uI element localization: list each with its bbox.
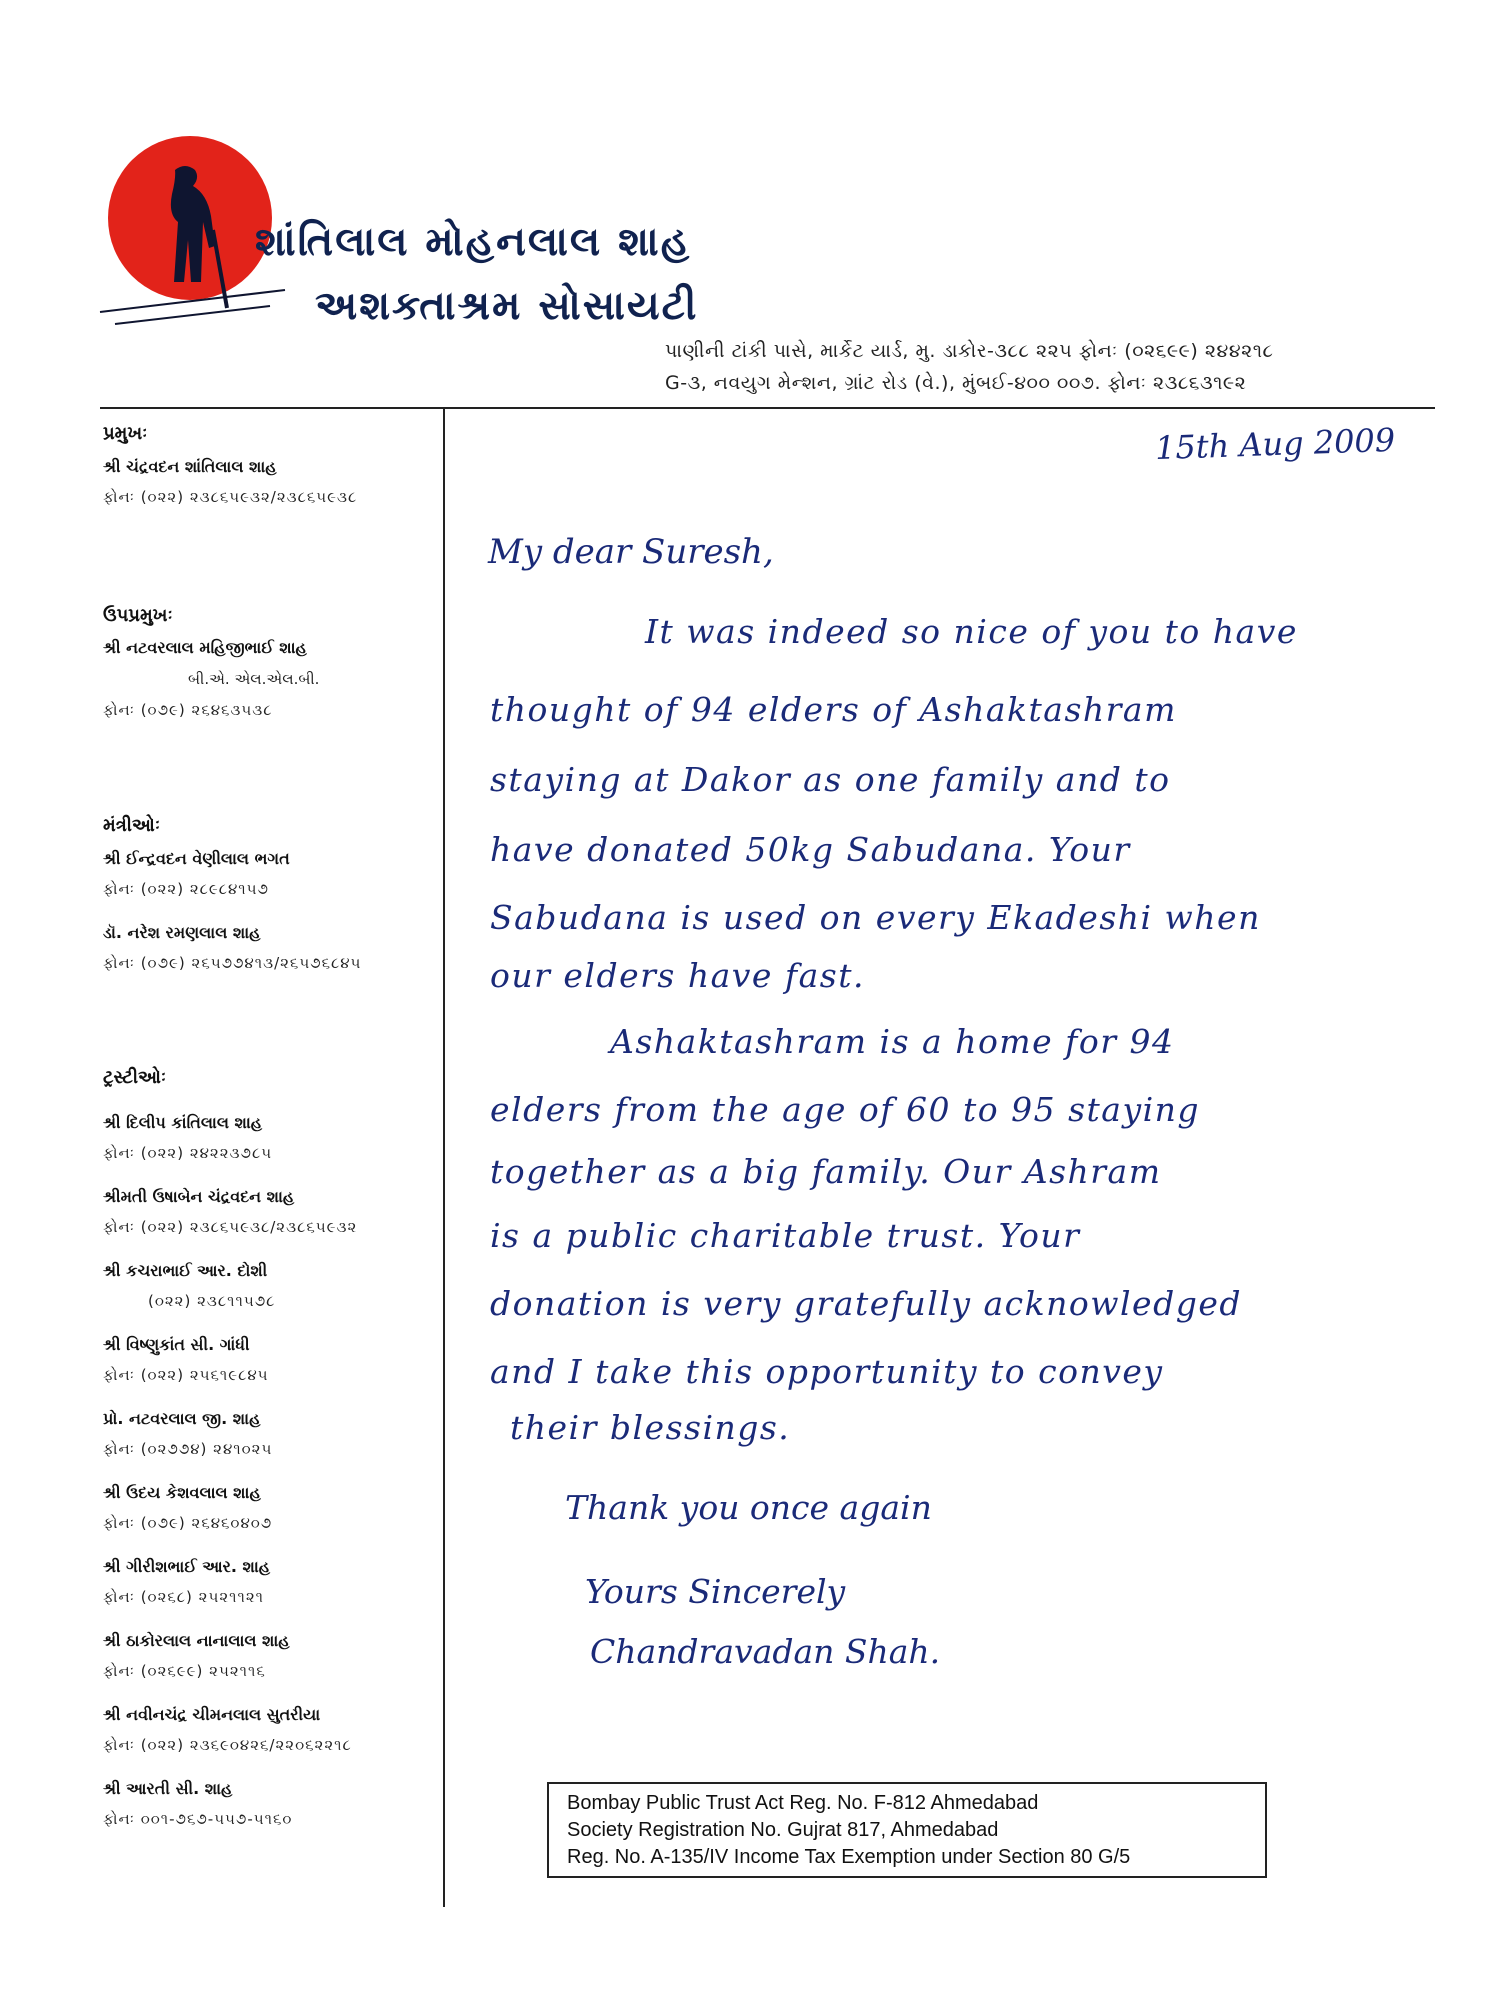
letter-line: have donated 50kg Sabudana. Your xyxy=(490,830,1131,869)
organization-subtitle: અશક્તાશ્રમ સોસાયટી xyxy=(315,282,699,329)
letter-line: and I take this opportunity to convey xyxy=(490,1352,1164,1391)
signature-name: Chandravadan Shah. xyxy=(590,1632,941,1671)
trustee-phone: (૦૨૨) ૨૩૮૧૧૫૭૮ xyxy=(148,1292,276,1310)
registration-line: Bombay Public Trust Act Reg. No. F-812 Ahmedabad xyxy=(567,1792,1039,1814)
letter-salutation: My dear Suresh, xyxy=(488,532,774,572)
secretary-phone: ફોનઃ (૦૭૯) ૨૬૫૭૭૪૧૩/૨૬૫૭૬૮૪૫ xyxy=(103,954,362,972)
trustee-name: શ્રી ગીરીશભાઈ આર. શાહ xyxy=(103,1557,271,1576)
letter-line: Sabudana is used on every Ekadeshi when xyxy=(490,898,1261,937)
vice-president-phone: ફોનઃ (૦૭૯) ૨૬૪૬૩૫૩૮ xyxy=(103,701,273,719)
vice-president-qualification: બી.એ. એલ.એલ.બી. xyxy=(188,670,320,688)
letter-line: our elders have fast. xyxy=(490,956,865,995)
trustee-phone: ફોનઃ ૦૦૧-૭૬૭-૫૫૭-૫૧૬૦ xyxy=(103,1810,293,1828)
header-divider xyxy=(100,407,1435,409)
sidebar-divider xyxy=(443,407,445,1907)
trustee-phone: ફોનઃ (૦૨૨) ૨૩૮૬૫૯૩૮/૨૩૮૬૫૯૩૨ xyxy=(103,1218,358,1236)
letter-line: thought of 94 elders of Ashaktashram xyxy=(490,690,1177,729)
secretaries-heading: મંત્રીઓઃ xyxy=(103,815,160,836)
trustees-heading: ટ્રસ્ટીઓઃ xyxy=(103,1067,167,1088)
trustee-phone: ફોનઃ (૦૭૯) ૨૬૪૬૦૪૦૭ xyxy=(103,1514,273,1532)
trustee-phone: ફોનઃ (૦૨૭૭૪) ૨૪૧૦૨૫ xyxy=(103,1440,273,1458)
registration-box xyxy=(547,1782,1267,1878)
trustee-phone: ફોનઃ (૦૨૬૯૯) ૨૫૨૧૧૬ xyxy=(103,1662,266,1680)
letter-date: 15th Aug 2009 xyxy=(1154,420,1396,468)
trustee-name: પ્રો. નટવરલાલ જી. શાહ xyxy=(103,1409,261,1428)
secretary-phone: ફોનઃ (૦૨૨) ૨૮૯૮૪૧૫૭ xyxy=(103,880,269,898)
letter-line: together as a big family. Our Ashram xyxy=(490,1152,1162,1191)
president-name: શ્રી ચંદ્રવદન શાંતિલાલ શાહ xyxy=(103,457,277,476)
secretary-name: શ્રી ઈન્દ્રવદન વેણીલાલ ભગત xyxy=(103,849,290,868)
letter-line: It was indeed so nice of you to have xyxy=(645,612,1298,651)
vice-president-heading: ઉપપ્રમુખઃ xyxy=(103,605,173,626)
letter-line: their blessings. xyxy=(510,1408,791,1447)
letter-line: Ashaktashram is a home for 94 xyxy=(610,1022,1175,1061)
closing-thanks: Thank you once again xyxy=(565,1488,932,1527)
secretary-name: ડૉ. નરેશ રમણલાલ શાહ xyxy=(103,923,261,942)
address-mumbai: G-૩, નવયુગ મેન્શન, ગ્રાંટ રોડ (વે.), મુંબઈ-૪૦૦ ૦૦૭. ફોનઃ ૨૩૮૬૩૧૯૨ xyxy=(665,372,1247,394)
closing-sincerely: Yours Sincerely xyxy=(585,1572,846,1611)
trustee-name: શ્રી ઉદય કેશવલાલ શાહ xyxy=(103,1483,261,1502)
trustee-name: શ્રી આરતી સી. શાહ xyxy=(103,1779,233,1798)
president-heading: પ્રમુખઃ xyxy=(103,423,148,444)
trustee-name: શ્રીમતી ઉષાબેન ચંદ્રવદન શાહ xyxy=(103,1187,295,1206)
trustee-name: શ્રી નવીનચંદ્ર ચીમનલાલ સુતરીયા xyxy=(103,1705,321,1724)
letter-line: is a public charitable trust. Your xyxy=(490,1216,1081,1255)
vice-president-name: શ્રી નટવરલાલ મહિજીભાઈ શાહ xyxy=(103,638,307,657)
trustee-phone: ફોનઃ (૦૨૨) ૨૫૬૧૯૮૪૫ xyxy=(103,1366,269,1384)
trustee-name: શ્રી દિલીપ કાંતિલાલ શાહ xyxy=(103,1113,263,1132)
trustee-name: શ્રી ઠાકોરલાલ નાનાલાલ શાહ xyxy=(103,1631,290,1650)
letter-line: staying at Dakor as one family and to xyxy=(490,760,1171,799)
registration-line: Society Registration No. Gujrat 817, Ahmedabad xyxy=(567,1819,999,1841)
address-dakor: પાણીની ટાંકી પાસે, માર્કેટ યાર્ડ, મુ. ડાકોર-૩૮૮ ૨૨૫ ફોનઃ (૦૨૬૯૯) ૨૪૪૨૧૮ xyxy=(665,340,1274,362)
organization-name: શાંતિલાલ મોહનલાલ શાહ xyxy=(255,218,692,265)
registration-line: Reg. No. A-135/IV Income Tax Exemption under Section 80 G/5 xyxy=(567,1846,1131,1868)
trustee-phone: ફોનઃ (૦૨૨) ૨૪૨૨૩૭૮૫ xyxy=(103,1144,273,1162)
trustee-phone: ફોનઃ (૦૨૬૮) ૨૫૨૧૧૨૧ xyxy=(103,1588,264,1606)
president-phone: ફોનઃ (૦૨૨) ૨૩૮૬૫૯૩૨/૨૩૮૬૫૯૩૮ xyxy=(103,488,358,506)
trustee-phone: ફોનઃ (૦૨૨) ૨૩૬૯૦૪૨૬/૨૨૦૬૨૨૧૮ xyxy=(103,1736,352,1754)
letter-line: elders from the age of 60 to 95 staying xyxy=(490,1090,1201,1129)
letter-line: donation is very gratefully acknowledged xyxy=(490,1284,1242,1323)
trustee-name: શ્રી વિષ્ણુકાંત સી. ગાંધી xyxy=(103,1335,250,1354)
trustee-name: શ્રી કચરાભાઈ આર. દોશી xyxy=(103,1261,268,1280)
